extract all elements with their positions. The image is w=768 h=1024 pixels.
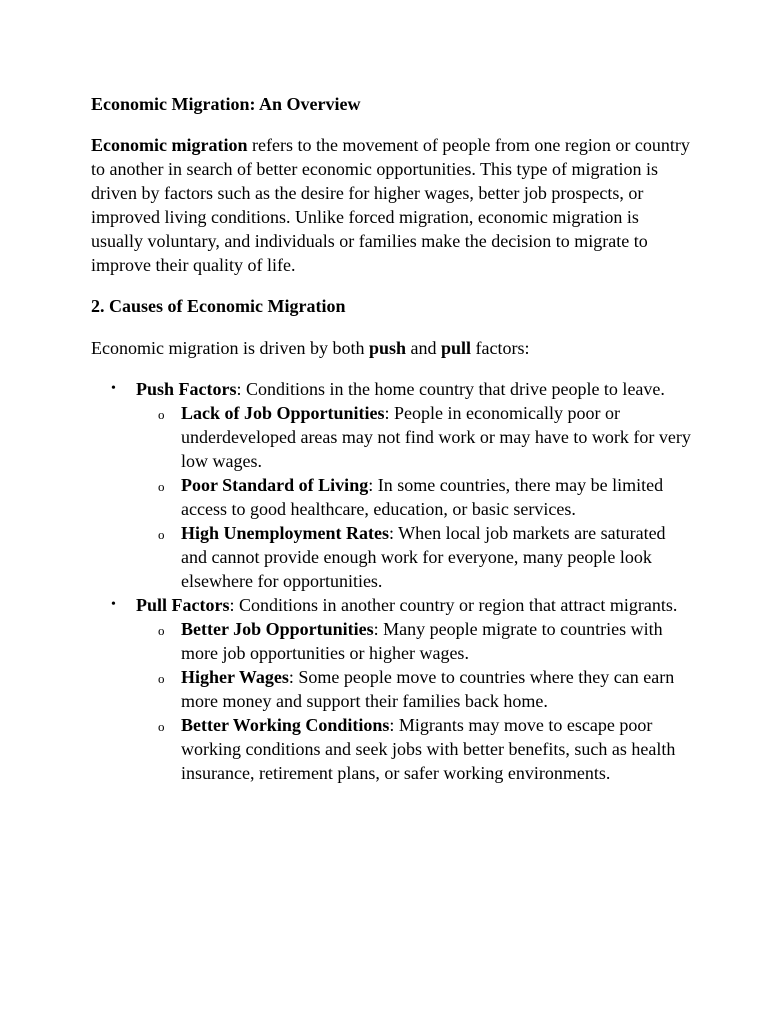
- intro-text: refers to the movement of people from one region or country to another in search of better economic opportunities. This type of migration is driven by factors such as the desire for higher wages, better job prospects, or improved living conditions. Unlike forced migration, economic migration is usually voluntary, and individuals or families make the decision to migrate to improve their quality of life.: [91, 135, 690, 275]
- push-factors-text: : Conditions in the home country that drive people to leave.: [236, 379, 665, 399]
- section-heading: 2. Causes of Economic Migration: [91, 296, 346, 316]
- sub-bullet-icon: o: [158, 479, 165, 494]
- causes-intro-text-2: factors:: [471, 338, 530, 358]
- causes-intro-text-1: Economic migration is driven by both: [91, 338, 369, 358]
- pull-factors-sublist: [136, 617, 691, 785]
- sub-bullet-icon: o: [158, 623, 165, 638]
- item-text: : Some people move to countries where they can earn more money and support their families back home.: [181, 667, 675, 711]
- list-item: [158, 401, 691, 473]
- sub-bullet-icon: o: [158, 719, 165, 734]
- list-item-pull-factors: [111, 593, 691, 785]
- sub-bullet-icon: o: [158, 407, 165, 422]
- pull-factors-text: : Conditions in another country or region that attract migrants.: [229, 595, 678, 615]
- list-item: [158, 665, 691, 713]
- causes-push-term: push: [368, 338, 407, 358]
- document-page: [91, 92, 691, 785]
- push-factors-sublist: [136, 401, 691, 593]
- sub-bullet-icon: o: [158, 671, 165, 686]
- item-label: Poor Standard of Living: [181, 475, 369, 495]
- pull-factors-label: Pull Factors: [136, 595, 230, 615]
- bullet-icon: •: [111, 597, 116, 612]
- item-text: : People in economically poor or underdeveloped areas may not find work or may have to work for very low wages.: [181, 403, 691, 471]
- item-label: Better Job Opportunities: [181, 619, 374, 639]
- list-item: [158, 617, 691, 665]
- item-text: : Migrants may move to escape poor working conditions and seek jobs with better benefits, such as health insurance, retirement plans, or safer working environments.: [181, 715, 676, 783]
- list-item: [158, 473, 691, 521]
- list-item: [158, 713, 691, 785]
- causes-and-text: and: [406, 338, 442, 358]
- item-text: : Many people migrate to countries with more job opportunities or higher wages.: [181, 619, 663, 663]
- bullet-icon: •: [111, 381, 116, 396]
- factors-list: [91, 377, 691, 785]
- list-item-push-factors: [111, 377, 691, 593]
- causes-intro: [91, 336, 691, 360]
- item-label: Better Working Conditions: [181, 715, 390, 735]
- intro-paragraph: [91, 133, 691, 277]
- item-text: : In some countries, there may be limited access to good healthcare, education, or basic services.: [181, 475, 664, 519]
- item-label: Higher Wages: [181, 667, 289, 687]
- sub-bullet-icon: o: [158, 527, 165, 542]
- item-label: Lack of Job Opportunities: [181, 403, 385, 423]
- causes-pull-term: pull: [441, 338, 472, 358]
- item-label: High Unemployment Rates: [181, 523, 389, 543]
- list-item: [158, 521, 691, 593]
- intro-bold-term: Economic migration: [91, 135, 248, 155]
- document-title: Economic Migration: An Overview: [91, 94, 361, 114]
- push-factors-label: Push Factors: [136, 379, 237, 399]
- item-text: : When local job markets are saturated and cannot provide enough work for everyone, many people look elsewhere for opportunities.: [181, 523, 666, 591]
